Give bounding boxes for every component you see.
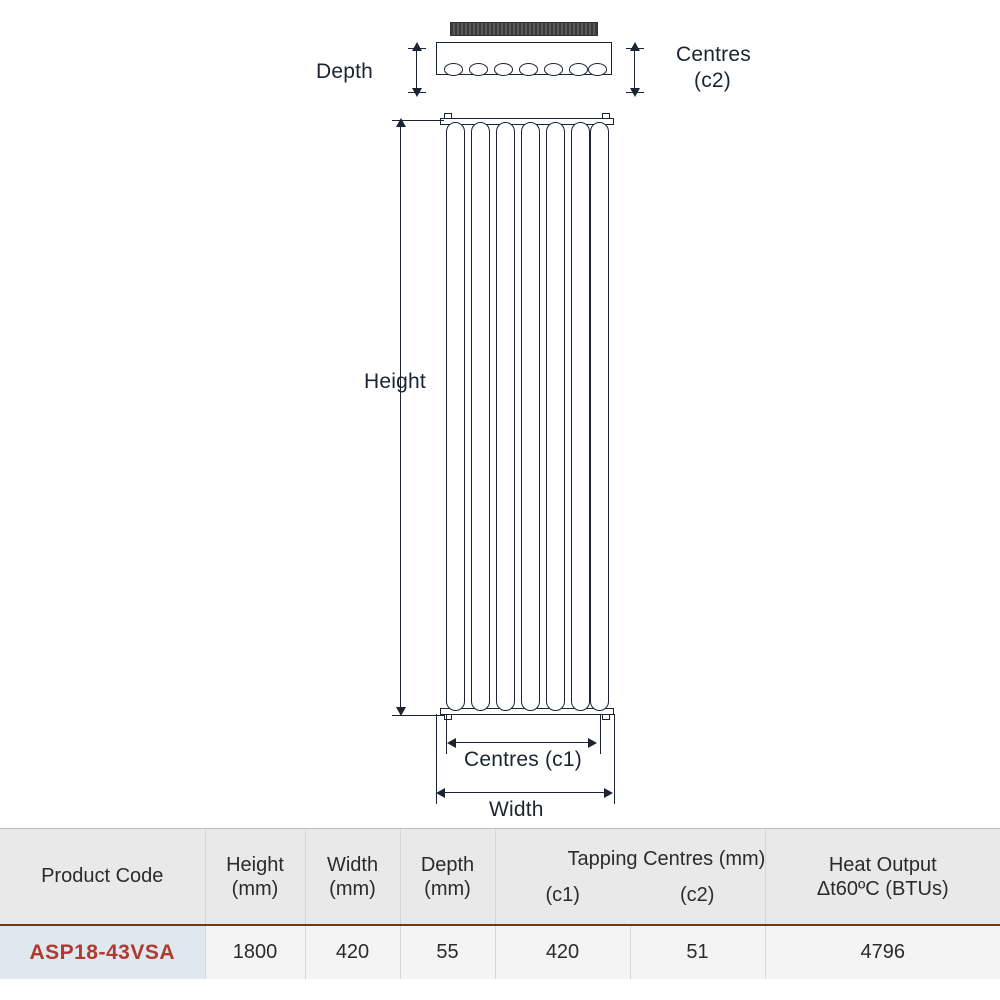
header-product-code: Product Code (0, 829, 205, 925)
depth-label: Depth (316, 60, 374, 83)
header-heat-output (765, 829, 1000, 925)
radiator-fin (446, 122, 465, 711)
fin-profile-oval (588, 63, 607, 76)
specification-table-wrapper (0, 828, 1000, 1000)
valve-connection-nub (444, 113, 452, 119)
header-tapping-main: Tapping Centres (mm) (567, 847, 766, 870)
fin-profile-oval (544, 63, 563, 76)
cell-depth: 55 (400, 925, 495, 979)
header-height-unit: (mm) (231, 877, 279, 900)
cell-heat-output: 4796 (765, 925, 1000, 979)
radiator-fin (546, 122, 565, 711)
header-tapping-c2 (630, 829, 765, 925)
fin-profile-oval (494, 63, 513, 76)
cell-width: 420 (305, 925, 400, 979)
height-ext-line-top (392, 120, 444, 121)
radiator-fin (571, 122, 590, 711)
centres-c2-label (676, 42, 796, 94)
header-depth-unit: (mm) (424, 877, 471, 900)
height-dimension-line (400, 126, 401, 709)
centres-c2-label-line1: Centres (676, 43, 751, 66)
header-heat-sub: Δt60ºC (BTUs) (816, 877, 949, 900)
centres-c2-ext-line-top (626, 48, 644, 49)
header-heat-main: Heat Output (828, 853, 937, 876)
fin-profile-oval (519, 63, 538, 76)
header-tapping-c2-sub: (c2) (680, 883, 715, 906)
depth-arrow-up (412, 42, 422, 51)
width-arrow-right (604, 788, 613, 798)
cell-product-code[interactable]: ASP18-43VSA (0, 925, 205, 979)
table-row (0, 925, 1000, 979)
specification-table (0, 829, 1000, 979)
header-width-main: Width (326, 853, 379, 876)
centres-c1-dimension-line (455, 742, 590, 743)
centres-c2-ext-line-bottom (626, 92, 644, 93)
cell-tapping-c1: 420 (495, 925, 630, 979)
radiator-fin (496, 122, 515, 711)
cell-tapping-c2: 51 (630, 925, 765, 979)
cell-height: 1800 (205, 925, 305, 979)
width-dimension-line (444, 792, 606, 793)
depth-ext-line-top (408, 48, 426, 49)
radiator-front-view (440, 118, 614, 715)
header-height-main: Height (226, 853, 284, 876)
height-label: Height (364, 370, 426, 393)
depth-dimension-line (416, 50, 417, 90)
width-ext-line-right (614, 714, 615, 804)
depth-ext-line-bottom (408, 92, 426, 93)
centres-c1-ext-line-right (600, 714, 601, 754)
header-width (305, 829, 400, 925)
centres-c2-arrow-up (630, 42, 640, 51)
table-body (0, 925, 1000, 979)
wall-bracket-bar (450, 22, 598, 36)
width-label: Width (489, 798, 544, 821)
valve-connection-nub (602, 714, 610, 720)
header-height (205, 829, 305, 925)
header-width-unit: (mm) (329, 877, 376, 900)
table-header-row (0, 829, 1000, 925)
radiator-fin (471, 122, 490, 711)
fin-profile-oval (469, 63, 488, 76)
centres-c1-arrow-right (588, 738, 597, 748)
width-arrow-left (436, 788, 445, 798)
fin-profile-oval (569, 63, 588, 76)
header-depth-main: Depth (420, 853, 475, 876)
header-depth (400, 829, 495, 925)
radiator-fin (521, 122, 540, 711)
centres-c1-label: Centres (c1) (464, 748, 582, 771)
centres-c2-label-line2: (c2) (694, 69, 731, 92)
fin-profile-oval (444, 63, 463, 76)
radiator-top-view (436, 22, 612, 84)
radiator-fin (590, 122, 609, 711)
centres-c2-dimension-line (634, 50, 635, 90)
header-tapping-c1-sub: (c1) (545, 883, 580, 906)
valve-connection-nub (602, 113, 610, 119)
centres-c1-arrow-left (447, 738, 456, 748)
table-header (0, 829, 1000, 925)
width-ext-line-left (436, 714, 437, 804)
centres-c1-ext-line-left (446, 714, 447, 754)
